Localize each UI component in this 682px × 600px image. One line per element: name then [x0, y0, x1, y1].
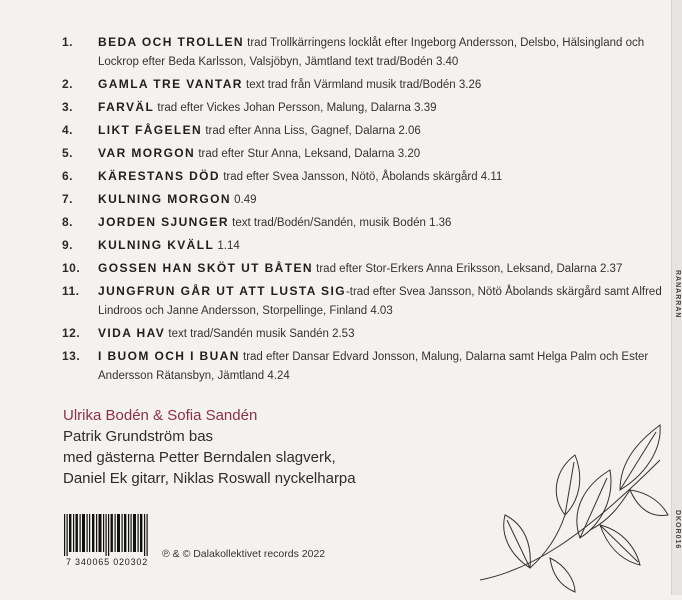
track-credits: 0.49: [234, 194, 257, 206]
leaf-branch-illustration: [470, 420, 670, 600]
track-number: 7.: [62, 192, 74, 206]
track-number: 6.: [62, 169, 74, 183]
track-title: I BUOM OCH I BUAN: [98, 349, 240, 363]
credit-line: med gästerna Petter Berndalen slagverk,: [63, 449, 336, 466]
track-credits: 1.14: [217, 240, 240, 252]
credit-line: Patrik Grundström bas: [63, 428, 214, 445]
track-item: [62, 282, 662, 321]
spine-catalog: DKOR016: [674, 510, 681, 550]
track-number: 2.: [62, 77, 74, 91]
track-number: 4.: [62, 123, 74, 137]
track-number: 3.: [62, 100, 74, 114]
track-credits: trad efter Stur Anna, Leksand, Dalarna 3.20: [198, 148, 421, 160]
artist-names: Ulrika Bodén & Sofia Sandén: [63, 407, 258, 424]
track-title: KULNING MORGON: [98, 192, 231, 206]
track-item: [62, 236, 662, 256]
track-credits: trad efter Stor-Erkers Anna Eriksson, Leksand, Dalarna 2.37: [316, 263, 623, 275]
performer-credits: [63, 405, 356, 489]
spine-text: RANARRAN: [674, 270, 681, 319]
track-item: [62, 75, 662, 95]
track-item: [62, 190, 662, 210]
track-item: [62, 347, 662, 386]
track-title: GOSSEN HAN SKÖT UT BÅTEN: [98, 261, 313, 275]
track-number: 10.: [62, 261, 81, 275]
track-number: 13.: [62, 349, 81, 363]
track-item: [62, 259, 662, 279]
track-number: 9.: [62, 238, 74, 252]
track-credits: text trad/Sandén musik Sandén 2.53: [168, 328, 355, 340]
track-list: [62, 33, 662, 389]
track-credits: trad Trollkärringens locklåt efter Ingeborg Andersson, Delsbo, Hälsingland och Lockrop efter Beda Karlsson, Valsjöbyn, Jämtland text trad/Bodén 3.40: [98, 37, 645, 68]
barcode-bars: [62, 514, 152, 556]
barcode-number: 7 340065 020302: [65, 557, 149, 567]
track-number: 1.: [62, 35, 74, 49]
track-item: [62, 98, 662, 118]
track-title: JORDEN SJUNGER: [98, 215, 229, 229]
track-title: FARVÄL: [98, 100, 155, 114]
track-credits: trad efter Vickes Johan Persson, Malung, Dalarna 3.39: [157, 102, 437, 114]
copyright-notice: ℗ & © Dalakollektivet records 2022: [162, 548, 326, 560]
credit-line: Daniel Ek gitarr, Niklas Roswall nyckelharpa: [63, 470, 356, 487]
track-item: [62, 121, 662, 141]
track-title: KÄRESTANS DÖD: [98, 169, 220, 183]
track-item: [62, 33, 662, 72]
track-title: VAR MORGON: [98, 146, 196, 160]
track-item: [62, 167, 662, 187]
track-credits: -trad efter Svea Jansson, Nötö Åbolands skärgård samt Alfred Lindroos och Janne Andersson, Storpellinge, Finland 4.03: [98, 286, 662, 317]
track-credits: text trad/Bodén/Sandén, musik Bodén 1.36: [232, 217, 452, 229]
track-item: [62, 144, 662, 164]
track-number: 12.: [62, 326, 81, 340]
track-number: 5.: [62, 146, 74, 160]
track-title: GAMLA TRE VANTAR: [98, 77, 243, 91]
track-credits: trad efter Svea Jansson, Nötö, Åbolands skärgård 4.11: [223, 171, 503, 183]
track-credits: trad efter Dansar Edvard Jonsson, Malung, Dalarna samt Helga Palm och Ester Andersson Rätansbyn, Jämtland 4.24: [98, 351, 649, 382]
track-title: VIDA HAV: [98, 326, 166, 340]
track-number: 11.: [62, 284, 80, 298]
spine: [671, 0, 682, 595]
barcode: [62, 514, 152, 567]
track-number: 8.: [62, 215, 74, 229]
track-title: KULNING KVÄLL: [98, 238, 215, 252]
track-item: [62, 324, 662, 344]
track-credits: text trad från Värmland musik trad/Bodén 3.26: [246, 79, 482, 91]
track-item: [62, 213, 662, 233]
track-title: LIKT FÅGELEN: [98, 123, 203, 137]
track-title: BEDA OCH TROLLEN: [98, 35, 244, 49]
track-title: JUNGFRUN GÅR UT ATT LUSTA SIG: [98, 284, 346, 298]
track-credits: trad efter Anna Liss, Gagnef, Dalarna 2.06: [205, 125, 421, 137]
